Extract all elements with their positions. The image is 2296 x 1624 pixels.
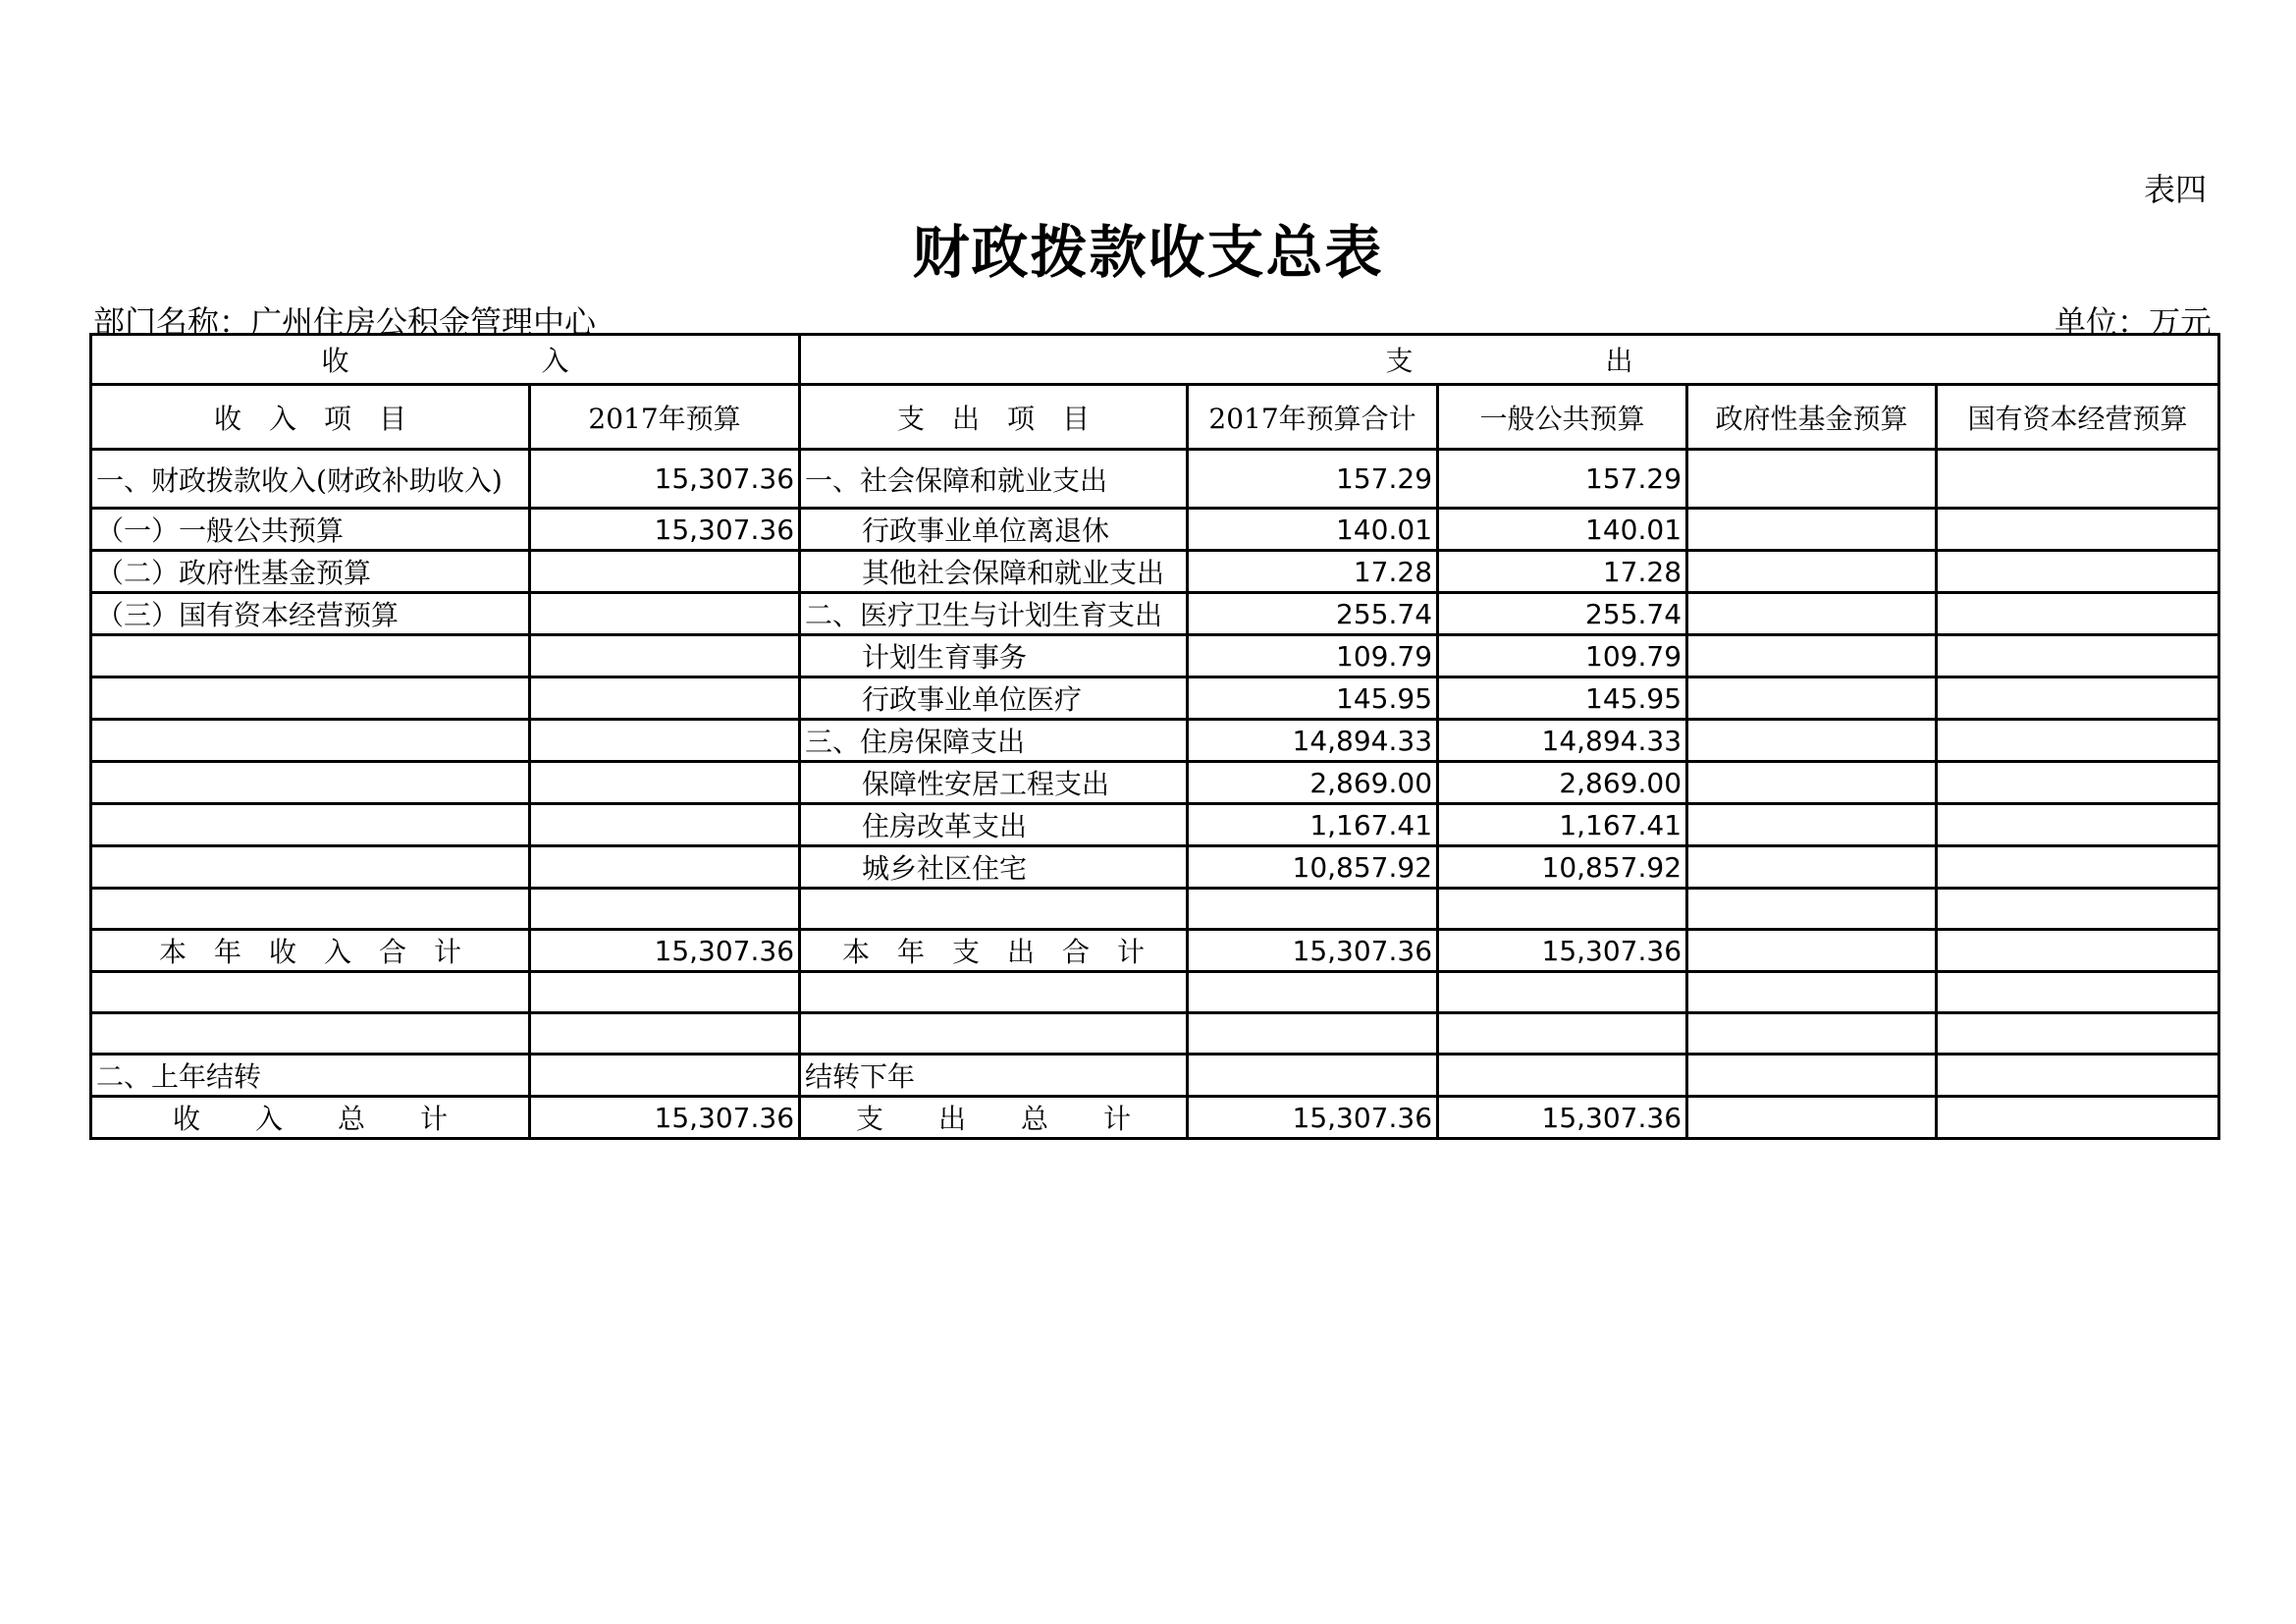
- gov-fund-budget-cell: [1687, 930, 1937, 972]
- table-row: [91, 450, 2219, 509]
- expense-item-cell: 住房改革支出: [800, 804, 1188, 846]
- income-item-cell: [91, 804, 530, 846]
- income-item-cell: [91, 846, 530, 889]
- income-item-cell: [91, 720, 530, 762]
- table-row: [91, 762, 2219, 804]
- gov-fund-budget-cell: [1687, 1013, 1937, 1055]
- table-row: [91, 677, 2219, 720]
- expense-item-cell: 本 年 支 出 合 计: [800, 930, 1188, 972]
- total-budget-cell: [1188, 972, 1438, 1013]
- total-budget-cell: [1188, 1055, 1438, 1097]
- expense-item-cell: 其他社会保障和就业支出: [800, 551, 1188, 593]
- state-capital-budget-cell: [1937, 1013, 2219, 1055]
- page-title: 财政拨款收支总表: [912, 219, 1384, 286]
- general-budget-cell: [1438, 1055, 1687, 1097]
- expense-item-cell: 行政事业单位离退休: [800, 509, 1188, 551]
- gov-fund-budget-cell: [1687, 889, 1937, 930]
- column-header-row: [91, 385, 2219, 450]
- state-capital-budget-cell: [1937, 846, 2219, 889]
- group-header-row: [91, 335, 2219, 385]
- income-budget-cell: [530, 1055, 800, 1097]
- table-row: [91, 551, 2219, 593]
- income-item-cell: [91, 762, 530, 804]
- state-capital-budget-cell: [1937, 509, 2219, 551]
- table-row: [91, 1097, 2219, 1139]
- table-row: [91, 635, 2219, 677]
- gov-fund-budget-cell: [1687, 551, 1937, 593]
- expense-item-cell: 结转下年: [800, 1055, 1188, 1097]
- general-budget-cell: 140.01: [1438, 509, 1687, 551]
- general-budget-cell: 157.29: [1438, 450, 1687, 509]
- gov-fund-budget-cell: [1687, 1097, 1937, 1139]
- general-budget-cell: 15,307.36: [1438, 930, 1687, 972]
- table-number: 表四: [2144, 171, 2208, 208]
- total-budget-cell: 2,869.00: [1188, 762, 1438, 804]
- general-budget-cell: 2,869.00: [1438, 762, 1687, 804]
- income-budget-cell: 15,307.36: [530, 930, 800, 972]
- state-capital-budget-cell: [1937, 972, 2219, 1013]
- gov-fund-budget-cell: [1687, 720, 1937, 762]
- income-budget-cell: [530, 1013, 800, 1055]
- total-budget-cell: 1,167.41: [1188, 804, 1438, 846]
- general-budget-cell: 255.74: [1438, 593, 1687, 635]
- state-capital-budget-cell: [1937, 551, 2219, 593]
- table-row: [91, 593, 2219, 635]
- gov-fund-budget-cell: [1687, 1055, 1937, 1097]
- general-budget-cell: 1,167.41: [1438, 804, 1687, 846]
- total-budget-cell: 140.01: [1188, 509, 1438, 551]
- income-budget-cell: [530, 972, 800, 1013]
- gov-fund-budget-cell: [1687, 972, 1937, 1013]
- table-row: [91, 1055, 2219, 1097]
- income-item-cell: [91, 972, 530, 1013]
- general-budget-header: 一般公共预算: [1438, 385, 1687, 450]
- gov-fund-budget-cell: [1687, 762, 1937, 804]
- state-capital-budget-cell: [1937, 804, 2219, 846]
- state-capital-budget-cell: [1937, 593, 2219, 635]
- general-budget-cell: 17.28: [1438, 551, 1687, 593]
- total-budget-cell: 255.74: [1188, 593, 1438, 635]
- income-budget-cell: [530, 635, 800, 677]
- total-budget-cell: [1188, 889, 1438, 930]
- unit-label: 单位：万元: [2054, 303, 2212, 341]
- total-budget-cell: 109.79: [1188, 635, 1438, 677]
- income-budget-cell: [530, 593, 800, 635]
- income-item-cell: （三）国有资本经营预算: [91, 593, 530, 635]
- income-item-cell: 收 入 总 计: [91, 1097, 530, 1139]
- department-name: 部门名称：广州住房公积金管理中心: [93, 303, 597, 341]
- expense-item-header: 支 出 项 目: [800, 385, 1188, 450]
- expense-item-cell: 支 出 总 计: [800, 1097, 1188, 1139]
- state-capital-budget-header: 国有资本经营预算: [1937, 385, 2219, 450]
- gov-fund-budget-cell: [1687, 846, 1937, 889]
- table-row: [91, 509, 2219, 551]
- income-budget-cell: [530, 846, 800, 889]
- income-item-cell: [91, 677, 530, 720]
- table-row: [91, 972, 2219, 1013]
- total-budget-cell: 15,307.36: [1188, 1097, 1438, 1139]
- total-budget-cell: [1188, 1013, 1438, 1055]
- total-budget-cell: 157.29: [1188, 450, 1438, 509]
- income-budget-cell: [530, 762, 800, 804]
- general-budget-cell: 109.79: [1438, 635, 1687, 677]
- total-budget-cell: 145.95: [1188, 677, 1438, 720]
- state-capital-budget-cell: [1937, 889, 2219, 930]
- state-capital-budget-cell: [1937, 762, 2219, 804]
- general-budget-cell: 10,857.92: [1438, 846, 1687, 889]
- budget-table: [89, 333, 2220, 1140]
- income-group-header: 收 入: [91, 335, 800, 385]
- expense-item-cell: 三、住房保障支出: [800, 720, 1188, 762]
- income-item-cell: 本 年 收 入 合 计: [91, 930, 530, 972]
- state-capital-budget-cell: [1937, 450, 2219, 509]
- total-budget-cell: 10,857.92: [1188, 846, 1438, 889]
- state-capital-budget-cell: [1937, 1097, 2219, 1139]
- gov-fund-budget-cell: [1687, 450, 1937, 509]
- expense-item-cell: [800, 889, 1188, 930]
- general-budget-cell: 145.95: [1438, 677, 1687, 720]
- income-item-cell: 二、上年结转: [91, 1055, 530, 1097]
- general-budget-cell: [1438, 972, 1687, 1013]
- table-row: [91, 1013, 2219, 1055]
- expense-item-cell: [800, 972, 1188, 1013]
- income-budget-cell: 15,307.36: [530, 1097, 800, 1139]
- state-capital-budget-cell: [1937, 720, 2219, 762]
- total-budget-cell: 14,894.33: [1188, 720, 1438, 762]
- income-budget-cell: [530, 551, 800, 593]
- total-budget-cell: 17.28: [1188, 551, 1438, 593]
- total-budget-header: 2017年预算合计: [1188, 385, 1438, 450]
- gov-fund-budget-cell: [1687, 593, 1937, 635]
- gov-fund-budget-cell: [1687, 635, 1937, 677]
- state-capital-budget-cell: [1937, 677, 2219, 720]
- income-item-cell: [91, 1013, 530, 1055]
- income-budget-cell: [530, 720, 800, 762]
- income-budget-cell: 15,307.36: [530, 450, 800, 509]
- gov-fund-budget-header: 政府性基金预算: [1687, 385, 1937, 450]
- table-row: [91, 804, 2219, 846]
- gov-fund-budget-cell: [1687, 509, 1937, 551]
- expense-item-cell: [800, 1013, 1188, 1055]
- income-item-cell: [91, 889, 530, 930]
- expense-item-cell: 一、社会保障和就业支出: [800, 450, 1188, 509]
- income-budget-cell: 15,307.36: [530, 509, 800, 551]
- income-item-cell: 一、财政拨款收入(财政补助收入): [91, 450, 530, 509]
- expense-item-cell: 保障性安居工程支出: [800, 762, 1188, 804]
- total-budget-cell: 15,307.36: [1188, 930, 1438, 972]
- income-budget-cell: [530, 889, 800, 930]
- income-item-cell: [91, 635, 530, 677]
- expense-item-cell: 行政事业单位医疗: [800, 677, 1188, 720]
- table-row: [91, 889, 2219, 930]
- income-budget-cell: [530, 804, 800, 846]
- general-budget-cell: 15,307.36: [1438, 1097, 1687, 1139]
- expense-group-header: 支 出: [800, 335, 2219, 385]
- state-capital-budget-cell: [1937, 635, 2219, 677]
- income-budget-cell: [530, 677, 800, 720]
- income-item-header: 收 入 项 目: [91, 385, 530, 450]
- state-capital-budget-cell: [1937, 930, 2219, 972]
- income-item-cell: （一）一般公共预算: [91, 509, 530, 551]
- general-budget-cell: [1438, 889, 1687, 930]
- state-capital-budget-cell: [1937, 1055, 2219, 1097]
- gov-fund-budget-cell: [1687, 677, 1937, 720]
- expense-item-cell: 计划生育事务: [800, 635, 1188, 677]
- general-budget-cell: [1438, 1013, 1687, 1055]
- table-row: [91, 930, 2219, 972]
- gov-fund-budget-cell: [1687, 804, 1937, 846]
- income-item-cell: （二）政府性基金预算: [91, 551, 530, 593]
- expense-item-cell: 城乡社区住宅: [800, 846, 1188, 889]
- table-row: [91, 846, 2219, 889]
- expense-item-cell: 二、医疗卫生与计划生育支出: [800, 593, 1188, 635]
- table-row: [91, 720, 2219, 762]
- general-budget-cell: 14,894.33: [1438, 720, 1687, 762]
- income-budget-header: 2017年预算: [530, 385, 800, 450]
